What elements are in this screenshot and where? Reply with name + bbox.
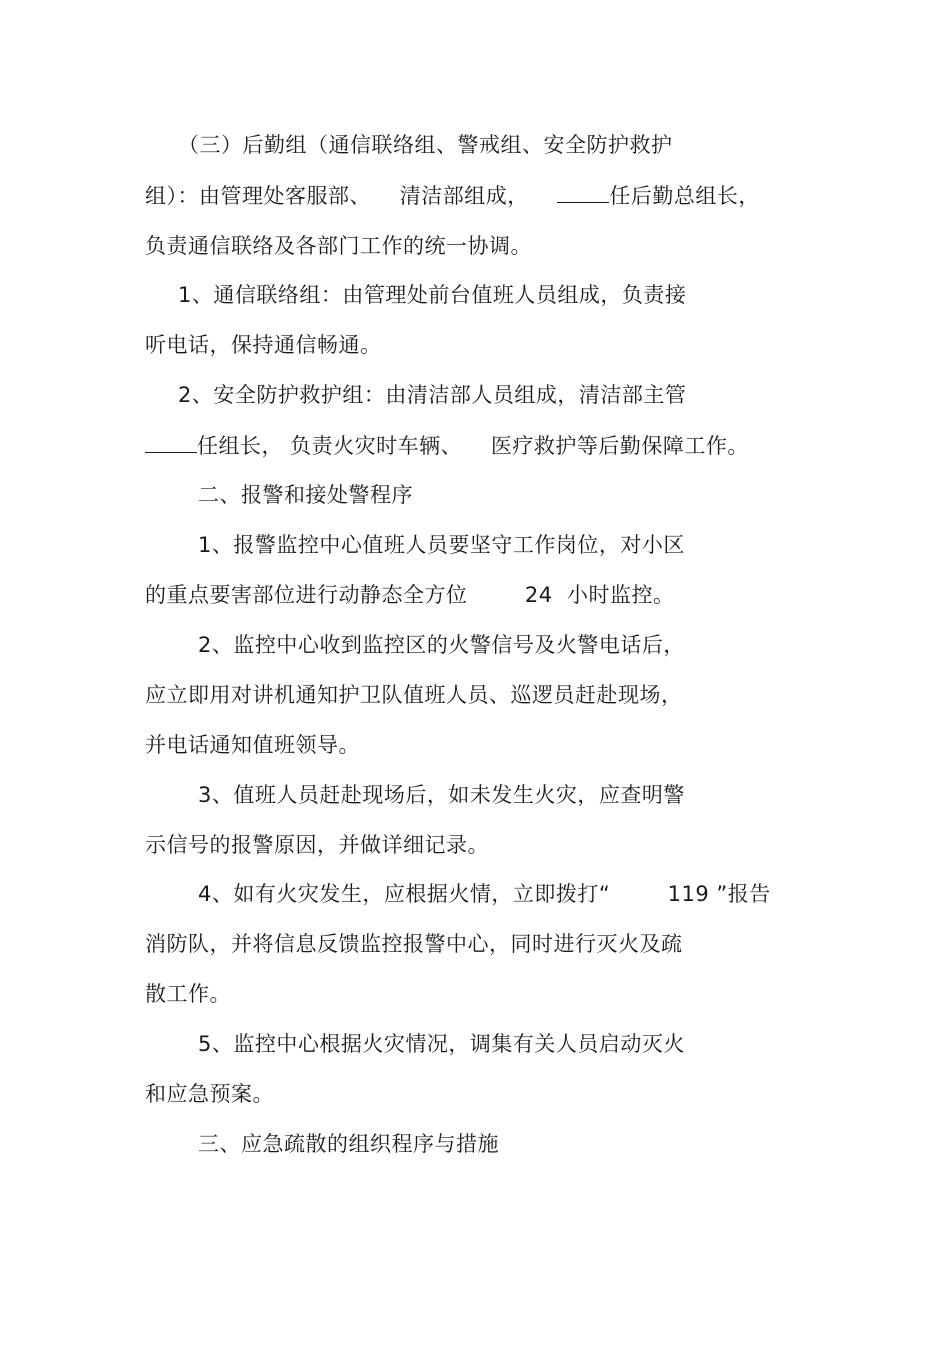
text-line-item-1: 1、通信联络组：由管理处前台值班人员组成，负责接	[178, 283, 687, 307]
text-line: 散工作。	[145, 982, 231, 1006]
text-line: 并电话通知值班领导。	[145, 733, 360, 757]
text-line-safety-group-leader	[145, 432, 749, 460]
text-line: 负责通信联络及各部门工作的统一协调。	[145, 234, 532, 258]
text-line: 示信号的报警原因，并做详细记录。	[145, 833, 489, 857]
text-line-logistics-group-title: （三）后勤组（通信联络组、警戒组、安全防护救护	[178, 133, 673, 157]
text-segment: 组）：由管理处客服部、 清洁部组成，	[145, 184, 558, 208]
text-line: 的重点要害部位进行动静态全方位 24 小时监控。	[145, 583, 675, 607]
text-segment: 任组长， 负责火灾时车辆、 医疗救护等后勤保障工作。	[197, 434, 749, 458]
section-heading-evacuation: 三、应急疏散的组织程序与措施	[198, 1132, 499, 1156]
text-line-step-1: 1、报警监控中心值班人员要坚守工作岗位，对小区	[198, 533, 685, 557]
fill-in-blank	[145, 432, 197, 453]
text-line: 消防队，并将信息反馈监控报警中心，同时进行灭火及疏	[145, 932, 683, 956]
text-segment: 任后勤总组长，	[609, 184, 760, 208]
text-line-step-5: 5、监控中心根据火灾情况，调集有关人员启动灭火	[198, 1032, 685, 1056]
text-line-step-2: 2、监控中心收到监控区的火警信号及火警电话后，	[198, 633, 685, 657]
fill-in-blank	[557, 182, 609, 203]
text-line-logistics-group-members	[145, 182, 760, 210]
text-line: 和应急预案。	[145, 1082, 274, 1106]
section-heading-alarm-procedure: 二、报警和接处警程序	[198, 483, 413, 507]
text-line: 应立即用对讲机通知护卫队值班人员、巡逻员赶赴现场，	[145, 683, 683, 707]
text-line: 听电话，保持通信畅通。	[145, 333, 382, 357]
text-line-step-4: 4、如有火灾发生，应根据火情，立即拨打“ 119 ”报告	[198, 882, 771, 906]
text-line-item-2: 2、安全防护救护组：由清洁部人员组成，清洁部主管	[178, 383, 687, 407]
text-line-step-3: 3、值班人员赶赴现场后，如未发生火灾，应查明警	[198, 783, 685, 807]
